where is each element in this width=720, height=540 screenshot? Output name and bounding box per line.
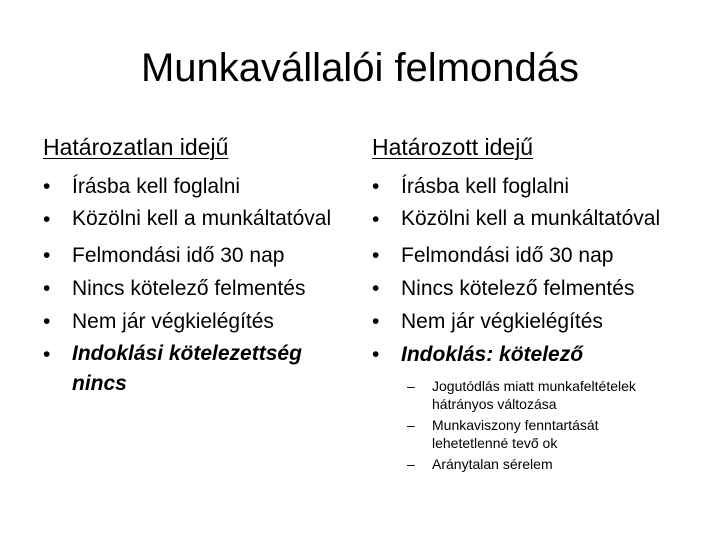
sub-list-item-text: Munkaviszony fenntartását lehetetlenné tevő ok bbox=[432, 417, 599, 451]
list-item-text: Nincs kötelező felmentés bbox=[72, 277, 306, 300]
list-item bbox=[372, 239, 692, 272]
list-item bbox=[43, 203, 353, 239]
list-item-text: Indoklási kötelezettség nincs bbox=[72, 342, 302, 395]
bullet-icon: • bbox=[43, 244, 51, 267]
sub-list-item bbox=[401, 455, 692, 473]
slide-title: Munkavállalói felmondás bbox=[140, 46, 579, 90]
list-item-text: Közölni kell a munkáltatóval bbox=[72, 207, 332, 230]
bullet-icon: • bbox=[372, 208, 380, 231]
list-item bbox=[43, 272, 353, 305]
list-item bbox=[372, 305, 692, 338]
sub-list-item bbox=[401, 416, 692, 452]
list-item-text: Indoklás: kötelező bbox=[401, 343, 584, 366]
list-item bbox=[43, 338, 353, 404]
list-item-text: Közölni kell a munkáltatóval bbox=[401, 207, 661, 230]
right-bullet-list bbox=[372, 170, 692, 476]
list-item bbox=[43, 170, 353, 203]
bullet-icon: • bbox=[372, 175, 380, 198]
sub-list-item-text: Aránytalan sérelem bbox=[432, 456, 553, 472]
bullet-icon: • bbox=[43, 277, 51, 300]
list-item-text: Felmondási idő 30 nap bbox=[72, 244, 285, 267]
bullet-icon: • bbox=[43, 343, 51, 366]
sub-list-item-text: Jogutódlás miatt munkafeltételek hátrányos változása bbox=[432, 378, 636, 412]
dash-icon: – bbox=[407, 378, 415, 394]
sub-list-item bbox=[401, 377, 692, 413]
bullet-icon: • bbox=[372, 310, 380, 333]
bullet-icon: • bbox=[372, 244, 380, 267]
bullet-icon: • bbox=[43, 310, 51, 333]
list-item-text: Írásba kell foglalni bbox=[72, 175, 241, 198]
list-item bbox=[372, 272, 692, 305]
list-item bbox=[372, 203, 692, 239]
dash-icon: – bbox=[407, 456, 415, 472]
left-column-heading: Határozatlan idejű bbox=[43, 134, 229, 160]
list-item-text: Írásba kell foglalni bbox=[401, 175, 570, 198]
list-item bbox=[372, 170, 692, 203]
dash-icon: – bbox=[407, 417, 415, 433]
right-column-heading: Határozott idejű bbox=[372, 134, 534, 160]
bullet-icon: • bbox=[372, 277, 380, 300]
list-item-text: Nem jár végkielégítés bbox=[72, 310, 274, 333]
list-item bbox=[43, 239, 353, 272]
list-item-text: Nem jár végkielégítés bbox=[401, 310, 603, 333]
bullet-icon: • bbox=[372, 343, 380, 366]
list-item bbox=[372, 338, 692, 473]
bullet-icon: • bbox=[43, 208, 51, 231]
list-item-text: Nincs kötelező felmentés bbox=[401, 277, 635, 300]
list-item bbox=[43, 305, 353, 338]
left-bullet-list bbox=[43, 170, 353, 404]
list-item-text: Felmondási idő 30 nap bbox=[401, 244, 614, 267]
bullet-icon: • bbox=[43, 175, 51, 198]
sub-bullet-list bbox=[401, 377, 692, 473]
